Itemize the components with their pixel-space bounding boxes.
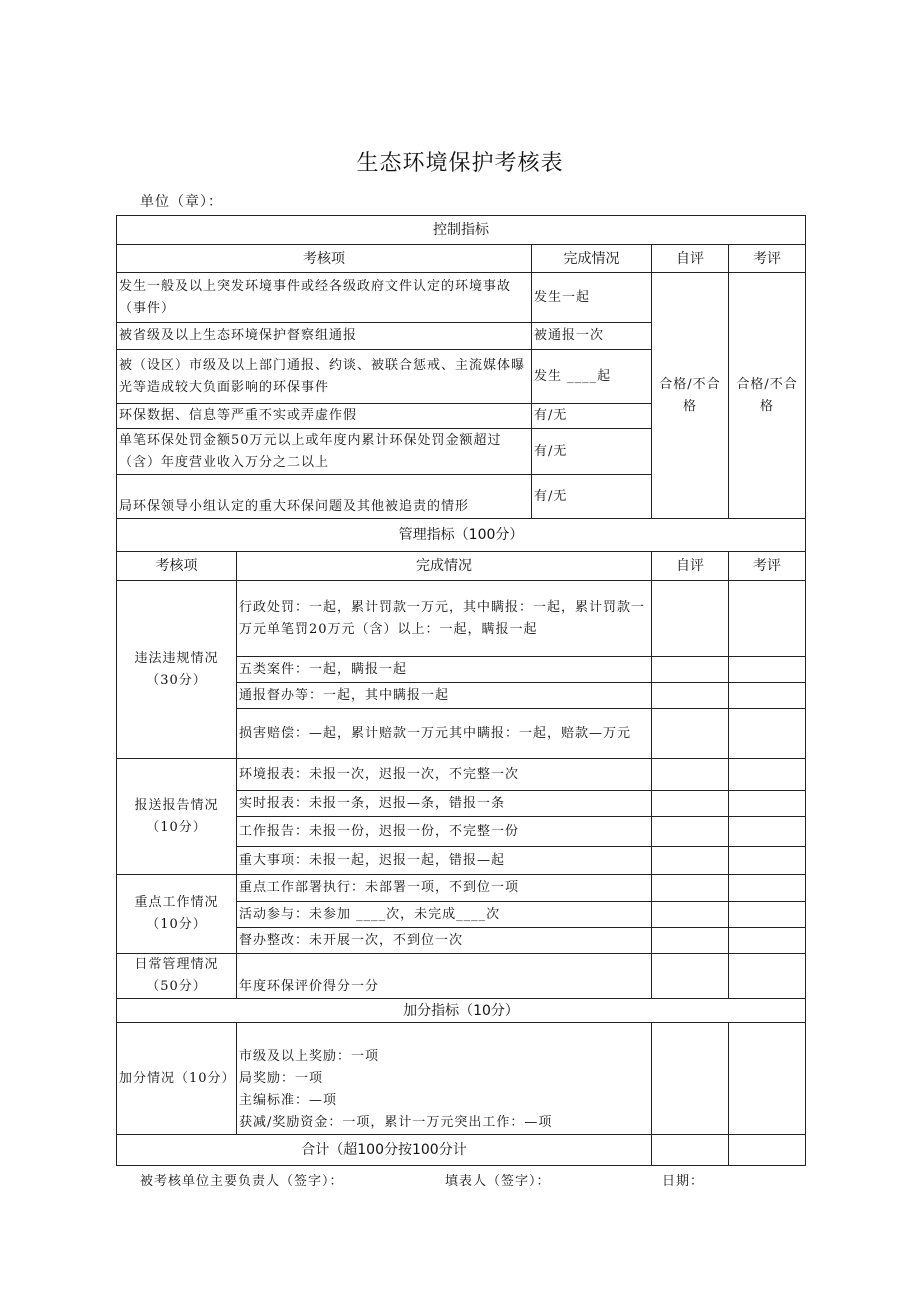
control-self-eval[interactable]: 合格/不合格 [652, 273, 729, 519]
management-header-review: 考评 [729, 552, 806, 581]
management-section-title: 管理指标（100分） [117, 519, 806, 552]
bonus-line: 获减/奖励资金：一项，累计一万元突出工作：—项 [239, 1115, 553, 1130]
bonus-group-name: 加分情况（10分） [117, 1023, 237, 1135]
management-detail: 重大事项：未报一起，迟报一起，错报—起 [237, 847, 652, 875]
control-item: 环保数据、信息等严重不实或弄虚作假 [117, 404, 532, 429]
control-header-item: 考核项 [117, 245, 532, 273]
management-detail: 环境报表：未报一次，迟报一次，不完整一次 [237, 759, 652, 791]
management-header-item: 考核项 [117, 552, 237, 581]
review-eval-cell[interactable] [729, 875, 806, 902]
review-eval-cell[interactable] [729, 847, 806, 875]
management-header-status: 完成情况 [237, 552, 652, 581]
self-eval-cell[interactable] [652, 759, 729, 791]
management-detail: 督办整改：未开展一次，不到位一次 [237, 928, 652, 954]
management-group-name: 重点工作情况（10分） [117, 875, 237, 954]
management-group-name: 违法违规情况（30分） [117, 581, 237, 759]
leader-signature-label: 被考核单位主要负责人（签字）： [140, 1174, 344, 1189]
page-title: 生态环境保护考核表 [356, 151, 564, 176]
control-item: 被省级及以上生态环境保护督察组通报 [117, 323, 532, 350]
total-review-cell[interactable] [729, 1135, 806, 1166]
management-detail: 五类案件：一起，瞒报一起 [237, 657, 652, 683]
control-status[interactable]: 发生一起 [532, 273, 652, 323]
review-eval-cell[interactable] [729, 928, 806, 954]
control-item: 被（设区）市级及以上部门通报、约谈、被联合惩戒、主流媒体曝光等造成较大负面影响的环保事件 [117, 350, 532, 404]
management-detail: 通报督办等：一起，其中瞒报一起 [237, 683, 652, 709]
control-status[interactable]: 有/无 [532, 404, 652, 429]
management-detail: 活动参与：未参加 ____次，未完成____次 [237, 902, 652, 928]
self-eval-cell[interactable] [652, 875, 729, 902]
control-status[interactable]: 发生 ____起 [532, 350, 652, 404]
review-eval-cell[interactable] [729, 657, 806, 683]
bonus-line: 局奖励：一项 [239, 1071, 324, 1086]
self-eval-cell[interactable] [652, 683, 729, 709]
management-detail: 实时报表：未报一条，迟报—条，错报一条 [237, 791, 652, 817]
self-eval-cell[interactable] [652, 791, 729, 817]
review-eval-cell[interactable] [729, 817, 806, 847]
control-header-review: 考评 [729, 245, 806, 273]
total-self-cell[interactable] [652, 1135, 729, 1166]
control-status[interactable]: 有/无 [532, 475, 652, 519]
self-eval-cell[interactable] [652, 1023, 729, 1135]
bonus-line: 主编标准：—项 [239, 1093, 338, 1108]
review-eval-cell[interactable] [729, 902, 806, 928]
control-item: 发生一般及以上突发环境事件或经各级政府文件认定的环境事故（事件） [117, 273, 532, 323]
management-detail: 重点工作部署执行：未部署一项，不到位一项 [237, 875, 652, 902]
self-eval-cell[interactable] [652, 581, 729, 657]
bonus-details [237, 1023, 652, 1135]
control-header-self: 自评 [652, 245, 729, 273]
management-detail: 年度环保评价得分一分 [237, 954, 652, 999]
bonus-line: 市级及以上奖励：一项 [239, 1049, 380, 1064]
control-header-status: 完成情况 [532, 245, 652, 273]
self-eval-cell[interactable] [652, 902, 729, 928]
date-label: 日期： [662, 1174, 705, 1189]
assessment-table [116, 215, 806, 1166]
management-header-self: 自评 [652, 552, 729, 581]
review-eval-cell[interactable] [729, 1023, 806, 1135]
review-eval-cell[interactable] [729, 954, 806, 999]
control-review-eval[interactable]: 合格/不合格 [729, 273, 806, 519]
self-eval-cell[interactable] [652, 928, 729, 954]
self-eval-cell[interactable] [652, 847, 729, 875]
management-detail: 损害赔偿：—起，累计赔款一万元其中瞒报：一起，赔款—万元 [237, 709, 652, 759]
bonus-section-title: 加分指标（10分） [117, 999, 806, 1023]
review-eval-cell[interactable] [729, 581, 806, 657]
self-eval-cell[interactable] [652, 817, 729, 847]
control-item: 局环保领导小组认定的重大环保问题及其他被追责的情形 [117, 475, 532, 519]
review-eval-cell[interactable] [729, 683, 806, 709]
control-section-title: 控制指标 [117, 216, 806, 245]
filler-signature-label: 填表人（签字）： [445, 1174, 551, 1189]
management-detail: 工作报告：未报一份，迟报一份，不完整一份 [237, 817, 652, 847]
self-eval-cell[interactable] [652, 954, 729, 999]
control-item: 单笔环保处罚金额50万元以上或年度内累计环保处罚金额超过（含）年度营业收入万分之二以上 [117, 429, 532, 475]
self-eval-cell[interactable] [652, 709, 729, 759]
management-detail: 行政处罚：一起，累计罚款一万元，其中瞒报：一起，累计罚款一万元单笔罚20万元（含）以上：一起，瞒报一起 [237, 581, 652, 657]
review-eval-cell[interactable] [729, 759, 806, 791]
control-status[interactable]: 被通报一次 [532, 323, 652, 350]
unit-label: 单位（章）： [140, 194, 223, 210]
total-label: 合计（超100分按100分计 [117, 1135, 652, 1166]
review-eval-cell[interactable] [729, 709, 806, 759]
self-eval-cell[interactable] [652, 657, 729, 683]
review-eval-cell[interactable] [729, 791, 806, 817]
management-group-name: 日常管理情况（50分） [117, 954, 237, 999]
control-status[interactable]: 有/无 [532, 429, 652, 475]
management-group-name: 报送报告情况（10分） [117, 759, 237, 875]
